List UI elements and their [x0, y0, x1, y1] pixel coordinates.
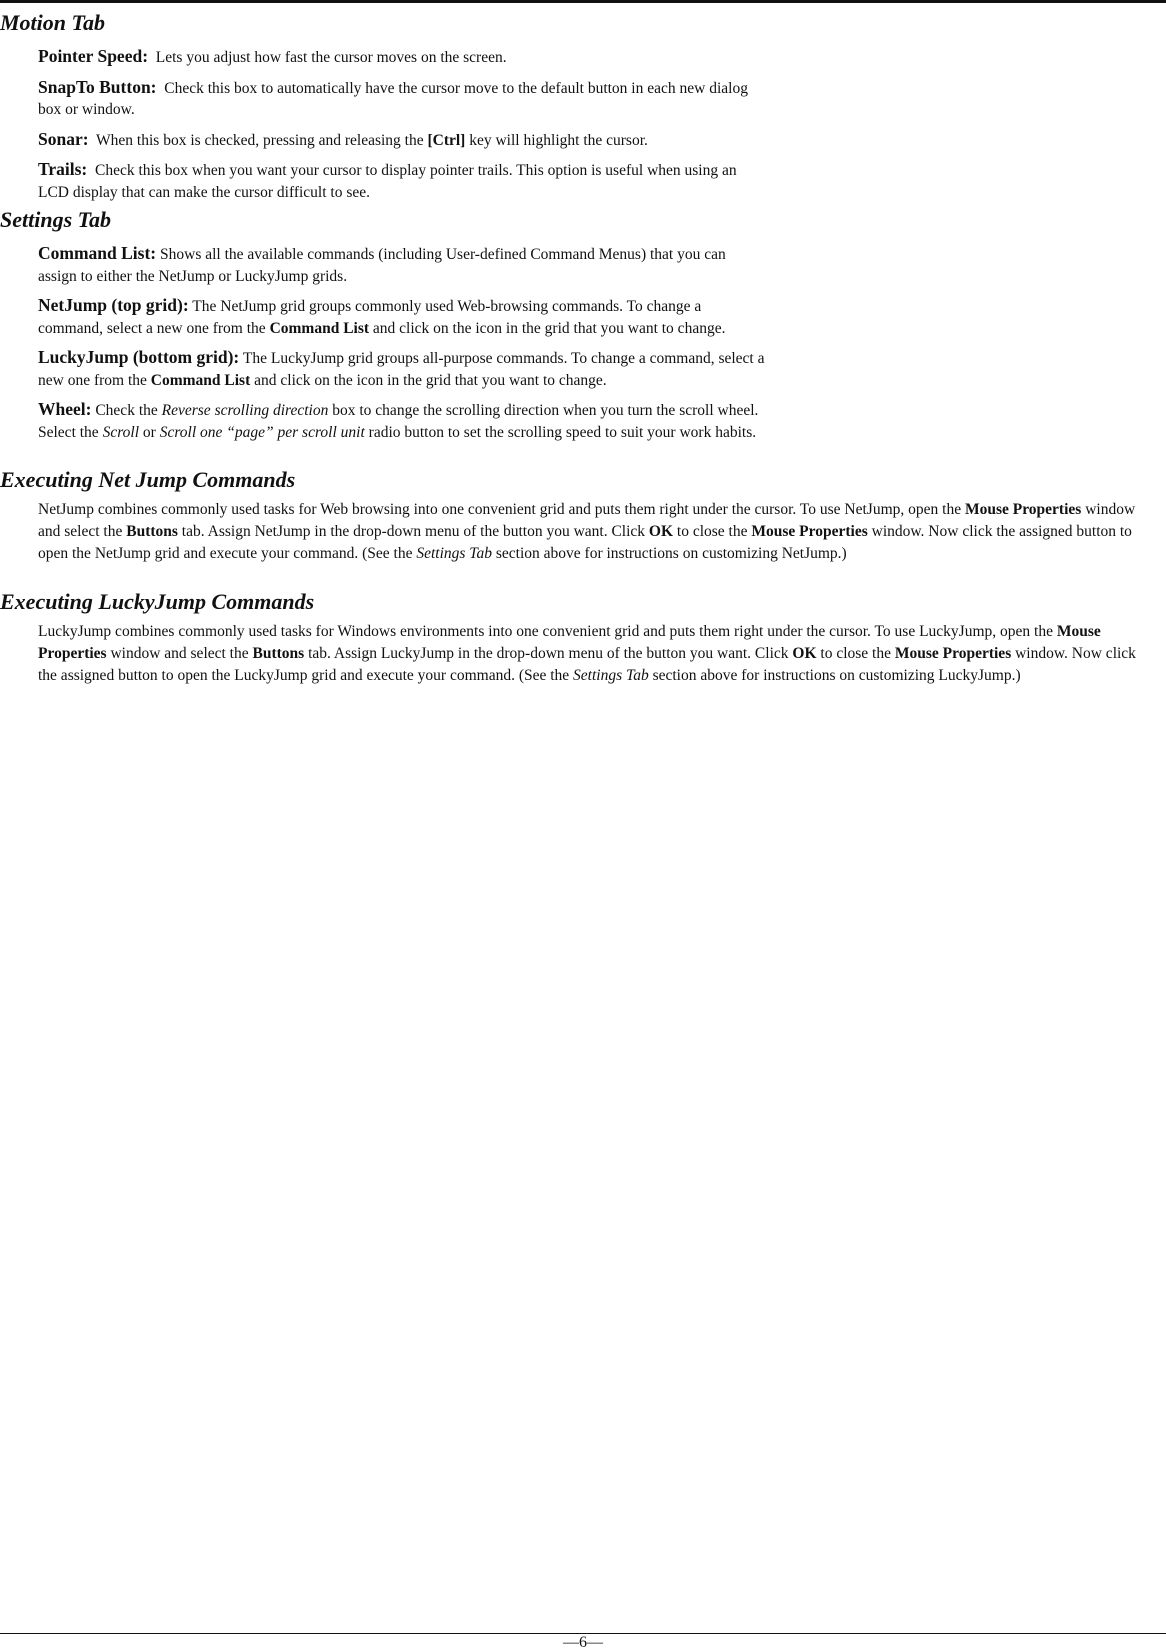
- snapto-term: SnapTo Button:: [38, 76, 157, 97]
- settings-tab-ref: Settings Tab: [416, 545, 492, 562]
- sonar-text-a: When this box is checked, pressing and releasing the: [96, 131, 424, 149]
- netjump-grid-item: [38, 295, 768, 339]
- net-jump-commands-heading: Executing Net Jump Commands: [0, 467, 296, 492]
- net-jump-text-1: NetJump combines commonly used tasks for Web browsing into one convenient grid and puts them right under the cursor. To use NetJump, open the: [38, 501, 962, 518]
- lucky-jump-text-1: LuckyJump combines commonly used tasks for Windows environments into one convenient grid and puts them right under the cursor. To use LuckyJump, open the: [38, 623, 1053, 640]
- lucky-jump-text-6: section above for instructions on customizing LuckyJump.): [652, 667, 1021, 684]
- wheel-text-d: radio button to set the scrolling speed to suit your work habits.: [368, 423, 757, 441]
- lucky-jump-text-4: to close the: [820, 645, 891, 662]
- scroll-one-page-option: Scroll one “page” per scroll unit: [159, 423, 365, 441]
- mouse-properties-ref-2: Mouse Properties: [894, 645, 1012, 662]
- lucky-jump-text-3: tab. Assign LuckyJump in the drop-down menu of the button you want. Click: [308, 645, 789, 662]
- luckyjump-grid-text-b: and click on the icon in the grid that you want to change.: [254, 371, 607, 389]
- settings-tab-ref: Settings Tab: [573, 667, 649, 684]
- sonar-term: Sonar:: [38, 128, 89, 149]
- ok-ref: OK: [792, 645, 817, 662]
- ctrl-key: [Ctrl]: [427, 131, 466, 149]
- trails-text: Check this box when you want your cursor to display pointer trails. This option is useful when using an LCD display that can make the cursor difficult to see.: [38, 162, 737, 201]
- wheel-text-c: or: [142, 423, 156, 441]
- luckyjump-grid-item: [38, 347, 768, 391]
- buttons-tab-ref: Buttons: [126, 523, 178, 540]
- net-jump-text-4: to close the: [676, 523, 748, 540]
- pointer-speed-item: [38, 46, 768, 69]
- wheel-term: Wheel:: [38, 399, 92, 419]
- page-number: —6—: [563, 1634, 603, 1651]
- command-list-text: Shows all the available commands (including User-defined Command Menus) that you can assign to either the NetJump or LuckyJump grids.: [38, 246, 726, 285]
- sonar-item: [38, 129, 768, 152]
- net-jump-text-6: section above for instructions on customizing NetJump.): [495, 545, 847, 562]
- luckyjump-grid-text-a: The LuckyJump grid groups all-purpose commands. To change a command, select a new one from the: [38, 350, 765, 389]
- luckyjump-commands-paragraph: [38, 621, 1158, 687]
- net-jump-text-3: tab. Assign NetJump in the drop-down menu of the button you want. Click: [181, 523, 646, 540]
- mouse-properties-ref: Mouse Properties: [964, 501, 1082, 518]
- net-jump-text-5: window. Now click the assigned button to open the NetJump grid and execute your command. (See the: [38, 523, 1132, 562]
- netjump-grid-text-a: The NetJump grid groups commonly used Web-browsing commands. To change a command, select a new one from the: [38, 298, 702, 337]
- settings-tab-heading: Settings Tab: [0, 207, 112, 232]
- lucky-jump-text-2: window and select the: [110, 645, 249, 662]
- command-list-item: [38, 243, 768, 287]
- document-page: [0, 8, 1166, 687]
- net-jump-commands-paragraph: [38, 499, 1158, 565]
- trails-item: [38, 159, 768, 203]
- sonar-text-b: key will highlight the cursor.: [469, 131, 648, 149]
- mouse-properties-ref: Mouse Properties: [38, 623, 1101, 662]
- wheel-text-a: Check the: [95, 402, 158, 419]
- wheel-text-b: box to change the scrolling direction when you turn the scroll wheel. Select the: [38, 402, 759, 441]
- net-jump-text-2: window and select the: [38, 501, 1136, 540]
- netjump-command-list-ref: Command List: [269, 319, 370, 337]
- scroll-option: Scroll: [102, 423, 140, 441]
- top-rule: [0, 0, 1166, 3]
- reverse-scrolling-option: Reverse scrolling direction: [161, 402, 329, 419]
- netjump-grid-text-b: and click on the icon in the grid that you want to change.: [372, 319, 726, 337]
- luckyjump-command-list-ref: Command List: [150, 371, 251, 389]
- pointer-speed-term: Pointer Speed:: [38, 46, 149, 66]
- pointer-speed-text: Lets you adjust how fast the cursor moves on the screen.: [155, 49, 507, 66]
- luckyjump-commands-heading: Executing LuckyJump Commands: [0, 589, 315, 614]
- ok-ref: OK: [648, 523, 674, 540]
- snapto-text: Check this box to automatically have the cursor move to the default button in each new dialog box or window.: [38, 79, 748, 118]
- luckyjump-grid-term: LuckyJump (bottom grid):: [38, 347, 240, 367]
- netjump-grid-term: NetJump (top grid):: [38, 295, 189, 315]
- snapto-item: [38, 77, 768, 121]
- motion-tab-heading: Motion Tab: [0, 10, 105, 35]
- lucky-jump-text-5: window. Now click the assigned button to open the LuckyJump grid and execute your command. (See the: [38, 645, 1136, 684]
- wheel-item: [38, 399, 768, 443]
- trails-term: Trails:: [38, 159, 88, 179]
- mouse-properties-ref-2: Mouse Properties: [751, 523, 868, 540]
- buttons-tab-ref: Buttons: [252, 645, 305, 662]
- command-list-term: Command List:: [38, 243, 157, 263]
